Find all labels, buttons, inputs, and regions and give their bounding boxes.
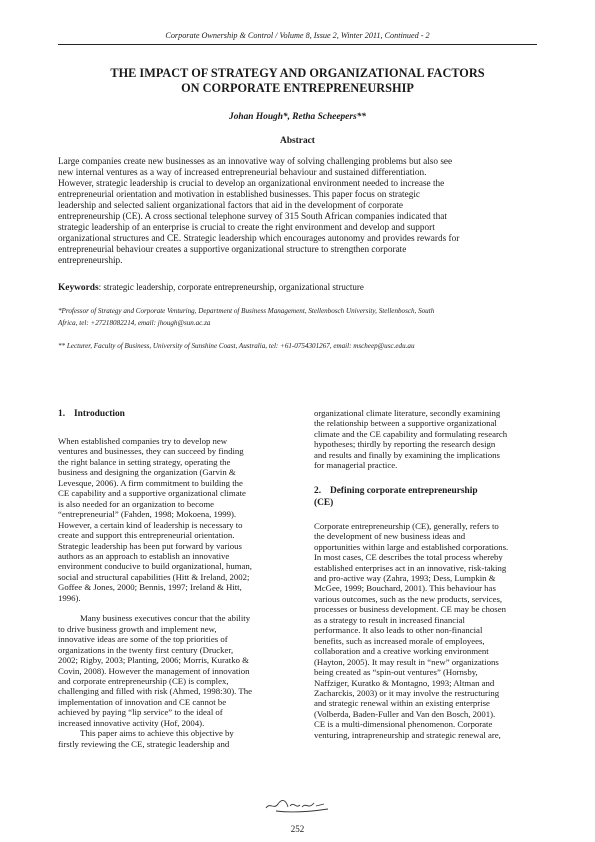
text-line: Corporate entrepreneurship (CE), generally, refers to (314, 520, 499, 531)
abstract-line: entrepreneurship. (58, 256, 123, 267)
title-line-1: THE IMPACT OF STRATEGY AND ORGANIZATIONAL FACTORS (110, 66, 485, 80)
text-line: Goffee & Jones, 2000; Bennis, 1997; Ireland & Hitt, (58, 582, 242, 593)
text-line: Covin, 2008). However the management of innovation (58, 665, 250, 676)
abstract-line: However, strategic leadership is crucial to develop an organizational environment needed to increase the (58, 179, 445, 190)
abstract-line: new internal ventures as a way of increased entrepreneurial behaviour and sustained differentiation. (58, 168, 427, 179)
text-line: performance. It also leads to other non-financial (314, 625, 483, 636)
text-line: create and support this entrepreneurial orientation. (58, 530, 235, 541)
text-line: opportunities within large and established corporations. (314, 541, 509, 552)
text-line: CE capability and a supportive organizational climate (58, 488, 246, 499)
title-line-2: ON CORPORATE ENTREPRENEURSHIP (181, 81, 414, 95)
paragraph (58, 613, 280, 728)
abstract-line: strategic leadership of an enterprise is crucial to create the right environment and develop and support (58, 223, 435, 234)
abstract-line: entrepreneurial orientation and motivation in established businesses. This paper focus on strategic (58, 190, 421, 201)
abstract-line: entrepreneurship (CE). A cross sectional telephone survey of 315 South African companies indicated that (58, 212, 447, 223)
text-line: business and designing the organization (Garvin & (58, 467, 236, 478)
publisher-signature-logo (262, 794, 334, 816)
text-line: and corporate entrepreneurship (CE) is complex, (58, 675, 229, 686)
authors: Johan Hough*, Retha Scheepers** (229, 112, 366, 122)
header-rule (58, 44, 537, 45)
right-column (314, 408, 536, 740)
text-line: venturing, intrapreneurship and strategic renewal are, (314, 729, 501, 740)
text-line: organizations in the twenty first century (Drucker, (58, 644, 234, 655)
keywords (58, 282, 537, 293)
text-line: to drive business growth and implement new, (58, 623, 217, 634)
text-line: 2002; Rigby, 2003; Planting, 2006; Morris, Kuratko & (58, 655, 249, 666)
text-line: various outcomes, such as the new products, services, (314, 593, 503, 604)
section-title: Defining corporate entrepreneurship (330, 485, 478, 496)
text-line: (Volberda, Baden-Fuller and Van den Bosch, 2001). (314, 708, 496, 719)
abstract-line: leadership and selected salient organizational factors that aid in the development of corporate (58, 201, 404, 212)
paragraph (314, 408, 536, 471)
text-line: climate and the CE capability and formulating research (314, 428, 508, 439)
text-line: for managerial practice. (314, 460, 398, 471)
text-line: innovative ideas are some of the top priorities of (58, 634, 228, 645)
text-line: is also needed for an organization to become (58, 498, 215, 509)
text-line: Zacharckis, 2003) or it may involve the restructuring (314, 687, 500, 698)
text-line: However, a certain kind of leadership is necessary to (58, 519, 243, 530)
section-1-heading (58, 408, 280, 420)
text-line: implementation of innovation and CE cannot be (58, 696, 227, 707)
paragraph (314, 521, 536, 741)
running-head: Corporate Ownership & Control / Volume 8, Issue 2, Winter 2011, Continued - 2 (165, 31, 430, 40)
page-number: 252 (290, 824, 305, 834)
abstract-line: Large companies create new businesses as an innovative way of solving challenging problems but also see (58, 157, 453, 167)
text-line: When established companies try to develop new (58, 436, 228, 446)
paragraph (58, 436, 280, 603)
section-title: Introduction (74, 409, 125, 419)
section-2-heading (314, 485, 536, 509)
text-line: “entrepreneurial” (Fahden, 1998; Mokoena, 1999). (58, 509, 237, 520)
affiliation-line: *Professor of Strategy and Corporate Venturing, Department of Business Management, Stellenbosch University, Stellenbosch, South (58, 307, 435, 315)
text-line: being created as “spin-out ventures” (Hornsby, (314, 667, 478, 678)
text-line: challenging and filled with risk (Ahmed, 1998:30). The (58, 686, 252, 697)
abstract-line: entrepreneurial behaviour creates a supportive organizational structure to strengthen corporate (58, 245, 407, 256)
text-line: as a strategy to result in increased financial (314, 614, 465, 625)
text-line: ventures and businesses, they can succeed by finding (58, 446, 244, 457)
text-line: authors as an approach to establish an innovative (58, 550, 230, 561)
affiliation-2: ** Lecturer, Faculty of Business, University of Sunshine Coast, Australia, tel: +61-0754301267, email: mscheep@usc.edu.au (58, 342, 415, 350)
text-line: CE is a multi-dimensional phenomenon. Corporate (314, 719, 493, 730)
text-line: and results and finally by examining the implications (314, 449, 500, 460)
text-line: Many business executives concur that the ability (80, 613, 251, 624)
section-title-continued: (CE) (314, 497, 334, 508)
left-column (58, 408, 280, 749)
text-line: benefits, such as increased morale of employees, (314, 635, 485, 646)
text-line: Strategic leadership has been put forward by various (58, 540, 242, 551)
text-line: and strategic renewal within an existing enterprise (314, 698, 490, 709)
text-line: In most cases, CE describes the total process whereby (314, 552, 503, 563)
section-number: 2. (314, 485, 322, 496)
text-line: firstly reviewing the CE, strategic leadership and (58, 738, 230, 749)
text-line: and pro-active way (Zahra, 1993; Dess, Lumpkin & (314, 572, 496, 583)
text-line: the right balance in setting strategy, operating the (58, 456, 231, 467)
text-line: the relationship between a supportive organizational (314, 418, 497, 429)
affiliation-1 (58, 305, 537, 330)
text-line: McGee, 1999; Bouchard, 2001). This behaviour has (314, 583, 496, 594)
text-line: hypotheses; thirdly by reporting the research design (314, 439, 496, 450)
text-line: environment conducive to build organizational, human, (58, 561, 252, 572)
abstract-heading: Abstract (280, 136, 315, 146)
text-line: 1996). (58, 592, 81, 603)
text-line: (Hayton, 2005). It may result in “new” organizations (314, 656, 499, 667)
text-line: organizational climate literature, secondly examining (314, 408, 501, 418)
keywords-label: Keywords (58, 283, 99, 293)
abstract-line: organizational structures and CE. Strategic leadership which encourages autonomy and provides rewards for (58, 234, 460, 245)
text-line: established enterprises act in an innovative, risk-taking (314, 562, 507, 573)
text-line: Levesque, 2006). A firm commitment to building the (58, 477, 243, 488)
text-line: increased innovative activity (Hof, 2004). (58, 717, 205, 728)
text-line: achieved by paying “lip service” to the ideal of (58, 707, 223, 718)
abstract-body (58, 157, 537, 267)
paragraph (58, 728, 280, 749)
text-line: processes or business development. CE may be chosen (314, 604, 506, 615)
text-line: social and structural capabilities (Hitt & Ireland, 2002; (58, 571, 250, 582)
paper-title (58, 66, 537, 96)
section-number: 1. (58, 409, 66, 419)
text-line: collaboration and a creative working environment (314, 646, 489, 657)
text-line: Naffziger, Kuratko & Montagno, 1993; Altman and (314, 677, 495, 688)
affiliation-line: Africa, tel: +27218082214, email: jhough@sun.ac.za (58, 319, 211, 328)
text-line: the development of new business ideas and (314, 531, 466, 542)
text-line: This paper aims to achieve this objective by (80, 728, 234, 739)
keywords-text: : strategic leadership, corporate entrepreneurship, organizational structure (98, 282, 364, 292)
